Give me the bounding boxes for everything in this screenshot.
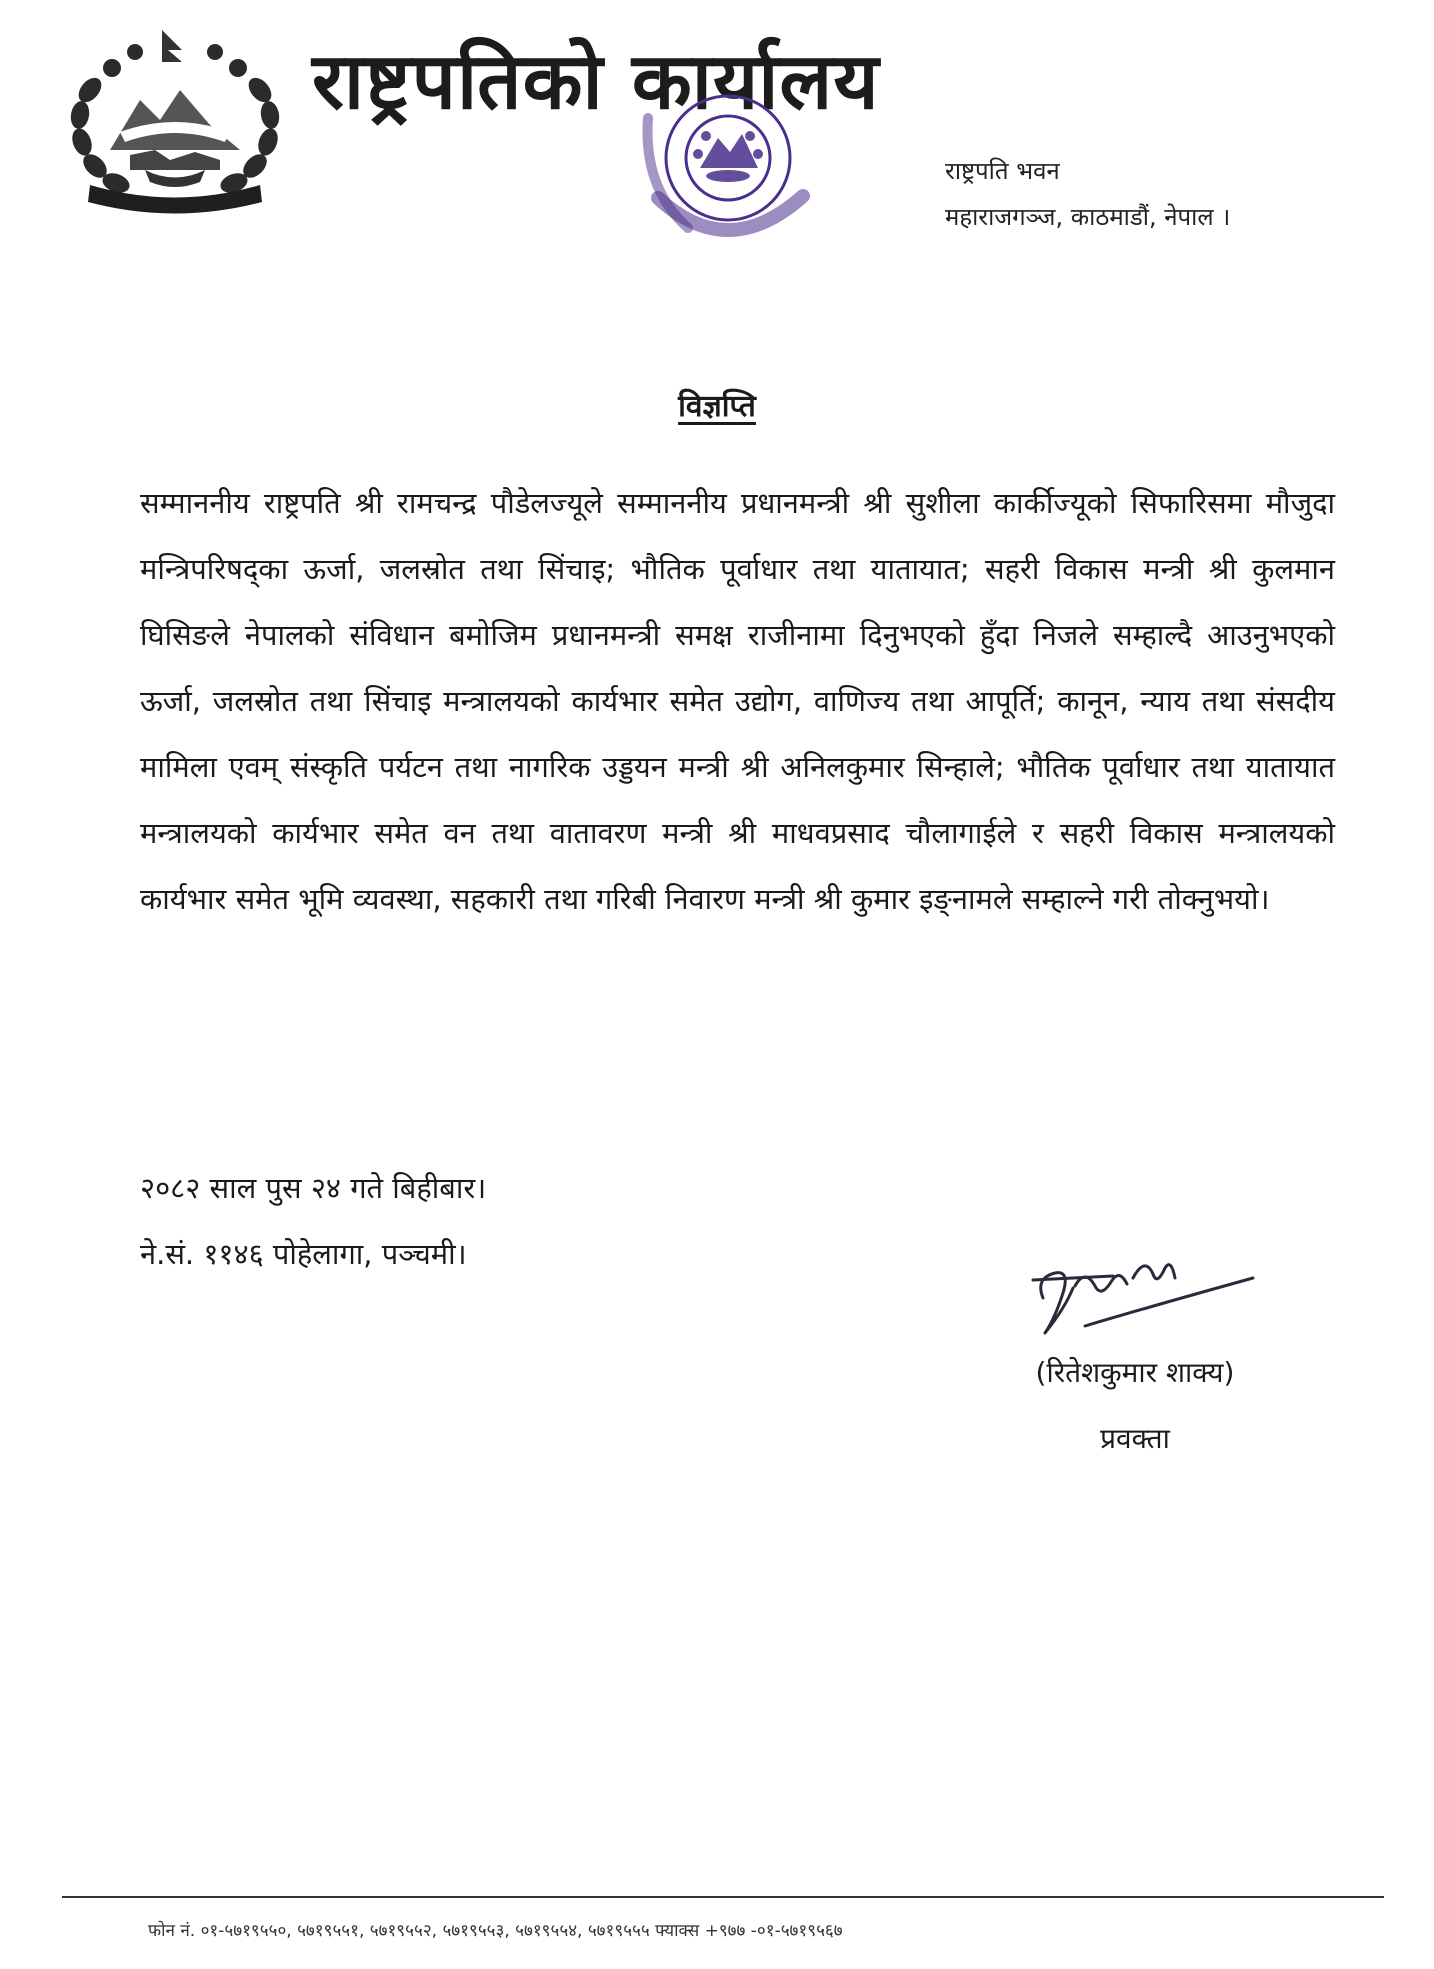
notice-body: सम्माननीय राष्ट्रपति श्री रामचन्द्र पौडेलज्यूले सम्माननीय प्रधानमन्त्री श्री सुशीला कार्कीज्यूको सिफारिसमा मौजुदा मन्त्रिपरिषद्का ऊर्जा, जलस्रोत तथा सिंचाइ; भौतिक पूर्वाधार तथा यातायात; सहरी विकास मन्त्री श्री कुलमान घिसिङले नेपालको संविधान बमोजिम प्रधानमन्त्री समक्ष राजीनामा दिनुभएको हुँदा निजले सम्हाल्दै आउनुभएको ऊर्जा, जलस्रोत तथा सिंचाइ मन्त्रालयको कार्यभार समेत उद्योग, वाणिज्य तथा आपूर्ति; कानून, न्याय तथा संसदीय मामिला एवम् संस्कृति पर्यटन तथा नागरिक उड्डयन मन्त्री श्री अनिलकुमार सिन्हाले; भौतिक पूर्वाधार तथा यातायात मन्त्रालयको कार्यभार समेत वन तथा वातावरण मन्त्री श्री माधवप्रसाद चौलागाईले र सहरी विकास मन्त्रालयको कार्यभार समेत भूमि व्यवस्था, सहकारी तथा गरिबी निवारण मन्त्री श्री कुमार इङ्नामले सम्हाल्ने गरी तोक्नुभयो। [140,486,1335,916]
footer-contact: फोन नं. ०१-५७१९५५०, ५७१९५५१, ५७१९५५२, ५७१९५५३, ५७१९५५४, ५७१९५५५ फ्याक्स +९७७ -०१-५७१९५६७ [148,1921,843,1941]
address-line-2: महाराजगञ्ज, काठमाडौं, नेपाल । [945,203,1231,231]
office-title: राष्ट्रपतिको कार्यालय [312,37,880,127]
footer-divider [62,1896,1384,1898]
date-block [140,1155,486,1287]
date-bikram-sambat: २०८२ साल पुस २४ गते बिहीबार। [140,1171,487,1205]
address-line-1: राष्ट्रपति भवन [945,157,1060,185]
date-nepal-sambat: ने.सं. ११४६ पोहेलागा, पञ्चमी। [140,1237,467,1271]
notice-heading [0,384,1434,425]
office-address [945,148,1230,240]
notice-heading-text: विज्ञप्ति [678,389,756,424]
signatory-title: प्रवक्ता [1100,1422,1170,1455]
office-seal-stamp [628,78,828,264]
nepal-emblem [50,20,300,220]
handwritten-signature [1015,1238,1265,1348]
signatory-block [990,1340,1280,1472]
signatory-name: (रितेशकुमार शाक्य) [1035,1356,1235,1389]
